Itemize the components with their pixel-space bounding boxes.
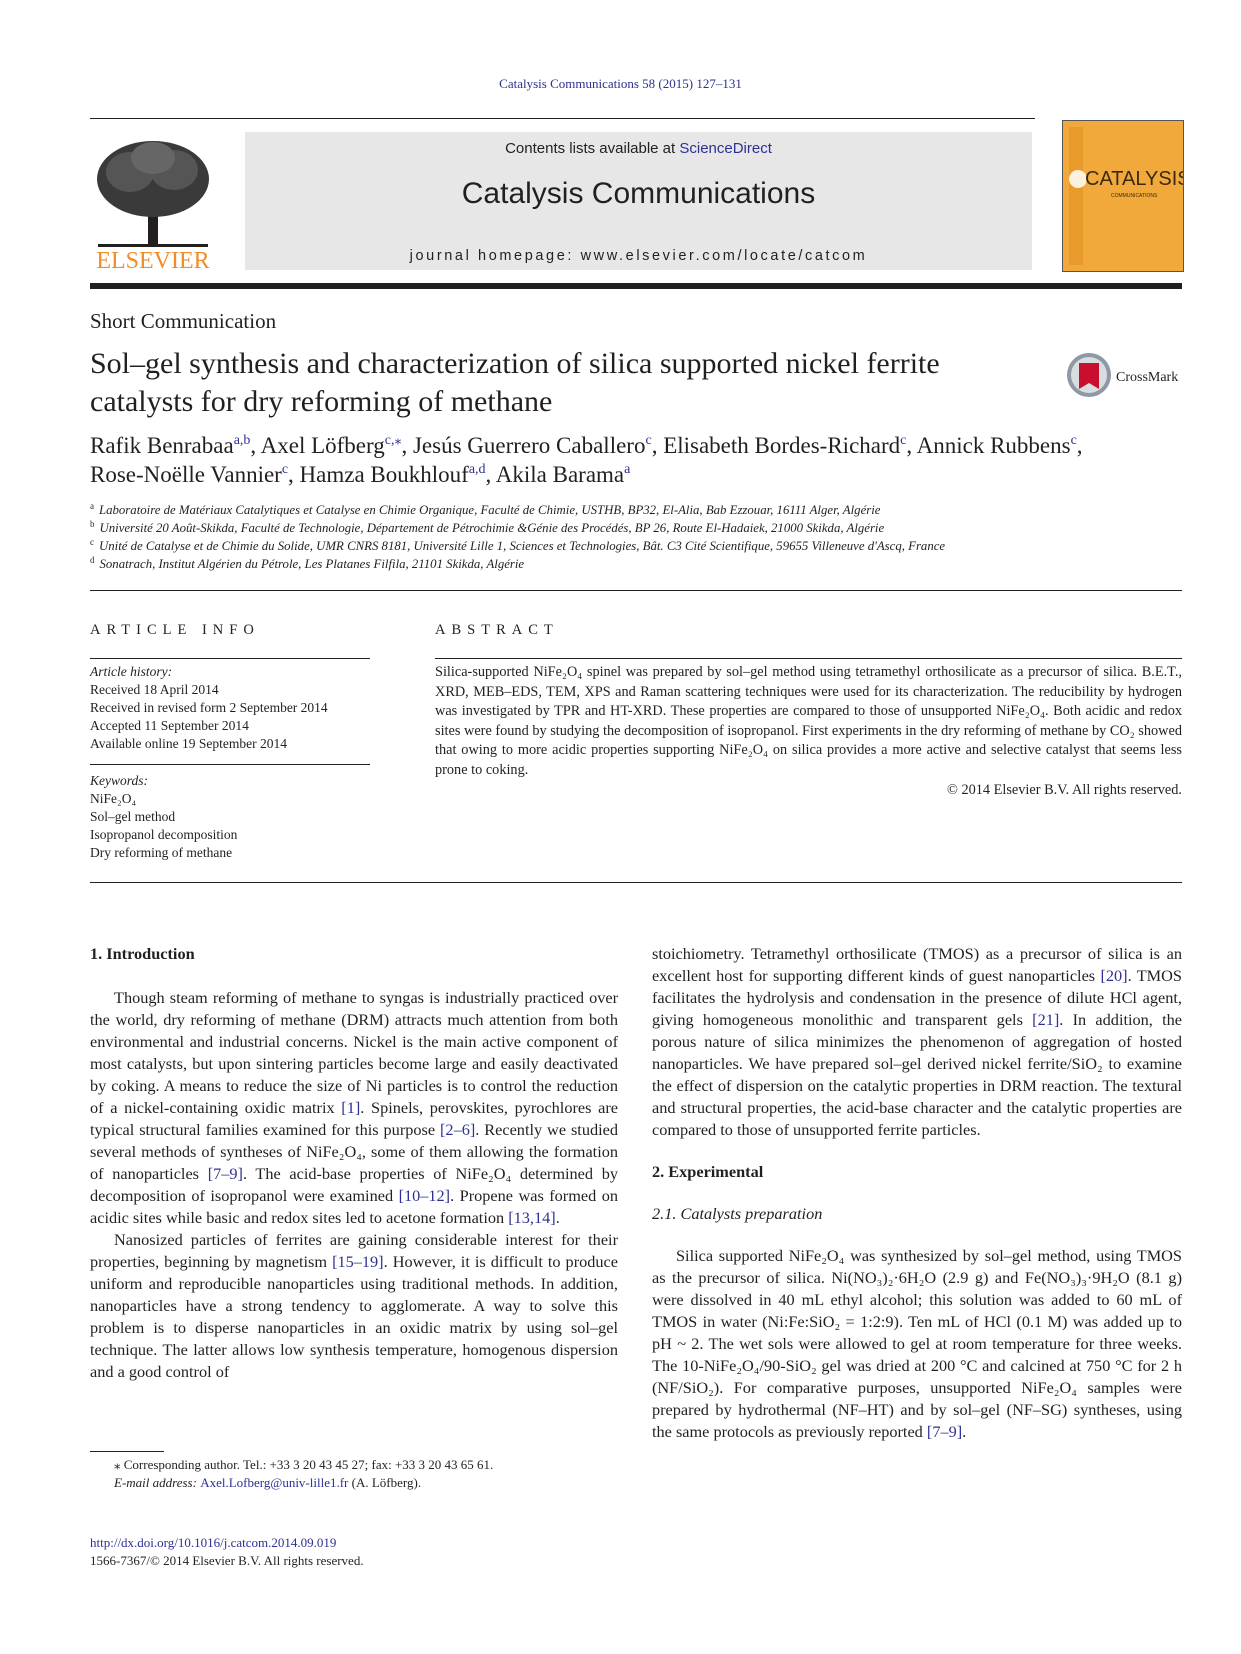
history-item: Available online 19 September 2014: [90, 736, 287, 751]
author-affil-link[interactable]: a,d: [468, 462, 486, 477]
cover-title: CATALYSIS: [1085, 168, 1183, 190]
footnote-contact: ⁎ Corresponding author. Tel.: +33 3 20 43 45 27; fax: +33 3 20 43 65 61.: [114, 1457, 494, 1472]
title-line-1: Sol–gel synthesis and characterization of silica supported nickel ferrite: [90, 347, 940, 380]
journal-title: Catalysis Communications: [461, 177, 816, 210]
section-heading-experimental: 2. Experimental: [652, 1162, 764, 1181]
history-item: Accepted 11 September 2014: [90, 718, 249, 733]
citation-link[interactable]: [1]: [341, 1098, 361, 1117]
paragraph: [90, 987, 618, 1229]
cover-subtitle: COMMUNICATIONS: [1111, 193, 1158, 199]
cover-icon: [1063, 121, 1183, 271]
paragraph-text: . In addition, the porous nature of silica minimizes the phenomenon of aggregation of hosted nanoparticles. We have prepared sol–gel derived nickel ferrite/SiO₂ to examine the effect of dispersion on the catalytic properties in DRM reaction. The textural and structural properties, the acid-base character and the catalytic properties are compared to those of unsupported ferrite particles.: [652, 1010, 1183, 1139]
affiliation-item: [90, 555, 1190, 573]
abstract-heading: ABSTRACT: [435, 622, 559, 638]
author-affil-link[interactable]: c,⁎: [384, 433, 402, 448]
paragraph-text: .: [962, 1422, 967, 1441]
affiliation-item: [90, 537, 1190, 555]
author-name: Jesús Guerrero Caballero: [412, 433, 646, 458]
paragraph-text: . Recently we studied several methods of syntheses of NiFe₂O₄, some of them allowing the formation of nanoparticles: [90, 1120, 618, 1183]
section-rule: [90, 882, 1182, 883]
keyword-item: Dry reforming of methane: [90, 845, 233, 860]
author-name: Akila Barama: [495, 462, 625, 487]
keyword-item: Sol–gel method: [90, 809, 176, 824]
citation-link[interactable]: [7–9]: [207, 1164, 243, 1183]
paragraph-text: . TMOS facilitates the hydrolysis and condensation in the presence of dilute HCl agent, giving homogeneous monolithic and transparent gels: [652, 966, 1182, 1029]
journal-reference[interactable]: Catalysis Communications 58 (2015) 127–131: [499, 76, 742, 91]
paragraph: [90, 1229, 618, 1383]
history-item: Received 18 April 2014: [90, 682, 219, 697]
paragraph-text: Though steam reforming of methane to syngas is industrially practiced over the world, dry reforming of methane (DRM) attracts much attention from both environmental and industrial concerns. Nickel is the main active component of most catalysts, but upon sintering particles become large and easily deactivated by coking. A means to reduce the size of Ni particles is to control the reduction of a nickel-containing oxidic matrix: [90, 988, 618, 1117]
title-line-2: catalysts for dry reforming of methane: [90, 385, 553, 418]
paragraph: [652, 1245, 1182, 1443]
section-heading-introduction: 1. Introduction: [90, 944, 195, 963]
elsevier-tree-icon: [90, 134, 216, 272]
affiliation-text: Unité de Catalyse et de Chimie du Solide, UMR CNRS 8181, Université Lille 1, Sciences et Technologies, Bât. C3 Cité Scientifique, 59655 Villeneuve d'Ascq, France: [99, 539, 946, 553]
abstract-copyright: © 2014 Elsevier B.V. All rights reserved.: [947, 782, 1182, 798]
affiliation-item: [90, 519, 1190, 537]
doi-block: [90, 1534, 364, 1570]
affiliation-text: Sonatrach, Institut Algérien du Pétrole, Les Platanes Filfila, 21101 Skikda, Algérie: [99, 557, 525, 571]
doi-link[interactable]: http://dx.doi.org/10.1016/j.catcom.2014.09.019: [90, 1535, 337, 1550]
abstract-text: Silica-supported NiFe₂O₄ spinel was prepared by sol–gel method using tetramethyl orthosilicate as a precursor of silica. B.E.T., XRD, MEB–EDS, TEM, XPS and Raman scattering techniques were used for its characterization. The reducibility by hydrogen was investigated by TPR and HT-XRD. These properties are compared to those of unsupported NiFe₂O₄. Both acidic and redox sites were found by studying the decomposition of isopropanol. First experiments in the dry reforming of methane by CO₂ showed that owing to more acidic properties supporting NiFe₂O₄ on silica provides a more active and selective catalyst that seems less prone to coking.: [435, 664, 1182, 778]
paragraph-text: . The acid-base properties of NiFe₂O₄ determined by decomposition of isopropanol were examined: [90, 1164, 618, 1205]
keywords-label: Keywords:: [90, 773, 148, 788]
article-info-heading: ARTICLE INFO: [90, 622, 260, 638]
paragraph-text: stoichiometry. Tetramethyl orthosilicate (TMOS) as a precursor of silica is an excellent host for supporting different kinds of guest nanoparticles: [652, 944, 1182, 985]
author-separator: ,: [288, 462, 300, 487]
paragraph-text: Silica supported NiFe₂O₄ was synthesized by sol–gel method, using TMOS as the precursor of silica. Ni(NO₃)₂·6H₂O (2.9 g) and Fe(NO₃)₃·9H₂O (8.1 g) were dissolved in 40 mL ethyl alcohol; this solution was added to 60 mL of TMOS in water (Ni:Fe:SiO₂ = 1:2:9). Ten mL of HCl (0.1 M) was added up to pH ~ 2. The wet sols were allowed to gel at room temperature for three weeks. The 10-NiFe₂O₄/90-SiO₂ gel was dried at 200 °C and calcined at 750 °C for 2 h (NF/SiO₂). For comparative purposes, unsupported NiFe₂O₄ samples were prepared by hydrothermal (NF–HT) and by sol–gel (NF–SG) syntheses, using the same protocols as previously reported: [652, 1246, 1182, 1441]
footnote-email-label: E-mail address:: [114, 1475, 201, 1490]
contents-line: [245, 140, 1032, 157]
section-rule: [90, 590, 1182, 591]
author-name: Elisabeth Bordes-Richard: [663, 433, 901, 458]
affiliation-text: Laboratoire de Matériaux Catalytiques et Catalyse en Chimie Organique, Faculté de Chimie, USTHB, BP32, El-Alia, Bab Ezzouar, 16111 Alger, Algérie: [99, 503, 881, 517]
top-rule: [90, 118, 1035, 119]
citation-link[interactable]: [2–6]: [440, 1120, 476, 1139]
crossmark-button[interactable]: [1066, 350, 1186, 400]
affiliation-item: [90, 501, 1190, 519]
author-affil-link[interactable]: c: [645, 433, 652, 448]
journal-homepage-link[interactable]: journal homepage: www.elsevier.com/locate/catcom: [409, 248, 868, 264]
abstract-rule: [435, 658, 1182, 659]
history-item: Received in revised form 2 September 2014: [90, 700, 328, 715]
citation-link[interactable]: [7–9]: [926, 1422, 963, 1441]
keywords: [90, 772, 370, 862]
author-affil-link[interactable]: c: [281, 462, 289, 477]
author-separator: ,: [250, 433, 261, 458]
author-affil-link[interactable]: c: [1070, 433, 1077, 448]
elsevier-logo: [90, 134, 216, 272]
author-email-link[interactable]: Axel.Lofberg@univ-lille1.fr: [200, 1475, 349, 1490]
body-column-left: [90, 943, 618, 1383]
author-separator: ,: [401, 433, 413, 458]
article-title: [90, 345, 1030, 421]
contents-prefix: Contents lists available at: [505, 140, 680, 157]
body-column-right: [652, 943, 1182, 1443]
subsection-heading: 2.1. Catalysts preparation: [652, 1204, 823, 1223]
corresponding-author-footnote: [90, 1456, 618, 1492]
author-name: Hamza Boukhlouf: [299, 462, 469, 487]
issn-copyright: 1566-7367/© 2014 Elsevier B.V. All rights reserved.: [90, 1553, 364, 1568]
article-info-rule: [90, 658, 370, 659]
author-affil-link[interactable]: a: [624, 462, 631, 477]
paragraph-text: . Propene was formed on acidic sites while basic and redox sites led to acetone formation: [90, 1186, 619, 1227]
author-separator: ,: [485, 462, 496, 487]
history-label: Article history:: [90, 664, 173, 679]
citation-link[interactable]: [15–19]: [332, 1252, 384, 1271]
citation-link[interactable]: [21]: [1032, 1010, 1060, 1029]
author-separator: ,: [651, 433, 664, 458]
author-separator: ,: [1076, 433, 1083, 458]
author-list: [90, 431, 1190, 489]
paragraph-text: . Spinels, perovskites, pyrochlores are typical structural families examined for this purpose: [90, 1098, 619, 1139]
author-name: Rafik Benrabaa: [90, 433, 234, 458]
paragraph-continued: [652, 943, 1182, 1141]
elsevier-wordmark: ELSEVIER: [96, 248, 210, 272]
journal-banner: [245, 132, 1032, 270]
crossmark-label: CrossMark: [1116, 370, 1179, 385]
article-info-rule: [90, 764, 370, 765]
sciencedirect-link[interactable]: ScienceDirect: [679, 140, 772, 157]
affiliation-key: a: [90, 501, 94, 511]
paragraph-text: . However, it is difficult to produce uniform and reproducible nanoparticles using traditional methods. In addition, nanoparticles have a strong tendency to agglomerate. A way to solve this problem is to disperse nanoparticles in an oxidic matrix by using sol–gel technique. The latter allows low synthesis temperature, homogenous dispersion and a good control of: [90, 1252, 618, 1381]
affiliation-key: c: [90, 537, 94, 547]
article-history: [90, 663, 370, 753]
affiliation-key: d: [90, 555, 95, 565]
affiliation-text: Université 20 Août-Skikda, Faculté de Technologie, Département de Pétrochimie &Génie des Procédés, BP 26, Route El-Hadaiek, 21000 Skikda, Algérie: [99, 521, 885, 535]
crossmark-icon: [1066, 350, 1186, 400]
affiliation-key: b: [90, 519, 95, 529]
author-name: Axel Löfberg: [260, 433, 385, 458]
journal-cover-image: [1062, 120, 1184, 272]
keyword-item: Isopropanol decomposition: [90, 827, 238, 842]
keyword-item: NiFe₂O₄: [90, 791, 137, 806]
citation-link[interactable]: [13,14]: [508, 1208, 556, 1227]
author-name: Rose-Noëlle Vannier: [90, 462, 282, 487]
article-type: Short Communication: [90, 309, 277, 333]
paragraph-text: .: [555, 1208, 560, 1227]
citation-link[interactable]: [10–12]: [398, 1186, 451, 1205]
affiliation-list: [90, 501, 1190, 573]
footnote-email-suffix: (A. Löfberg).: [348, 1475, 422, 1490]
author-affil-link[interactable]: a,b: [233, 433, 251, 448]
author-separator: ,: [906, 433, 917, 458]
footnote-rule: [90, 1451, 164, 1452]
citation-link[interactable]: [20]: [1100, 966, 1128, 985]
author-name: Annick Rubbens: [916, 433, 1071, 458]
header-thick-rule: [90, 283, 1182, 289]
paragraph-text: Nanosized particles of ferrites are gaining considerable interest for their properties, beginning by magnetism: [90, 1230, 618, 1271]
author-affil-link[interactable]: c: [900, 433, 907, 448]
